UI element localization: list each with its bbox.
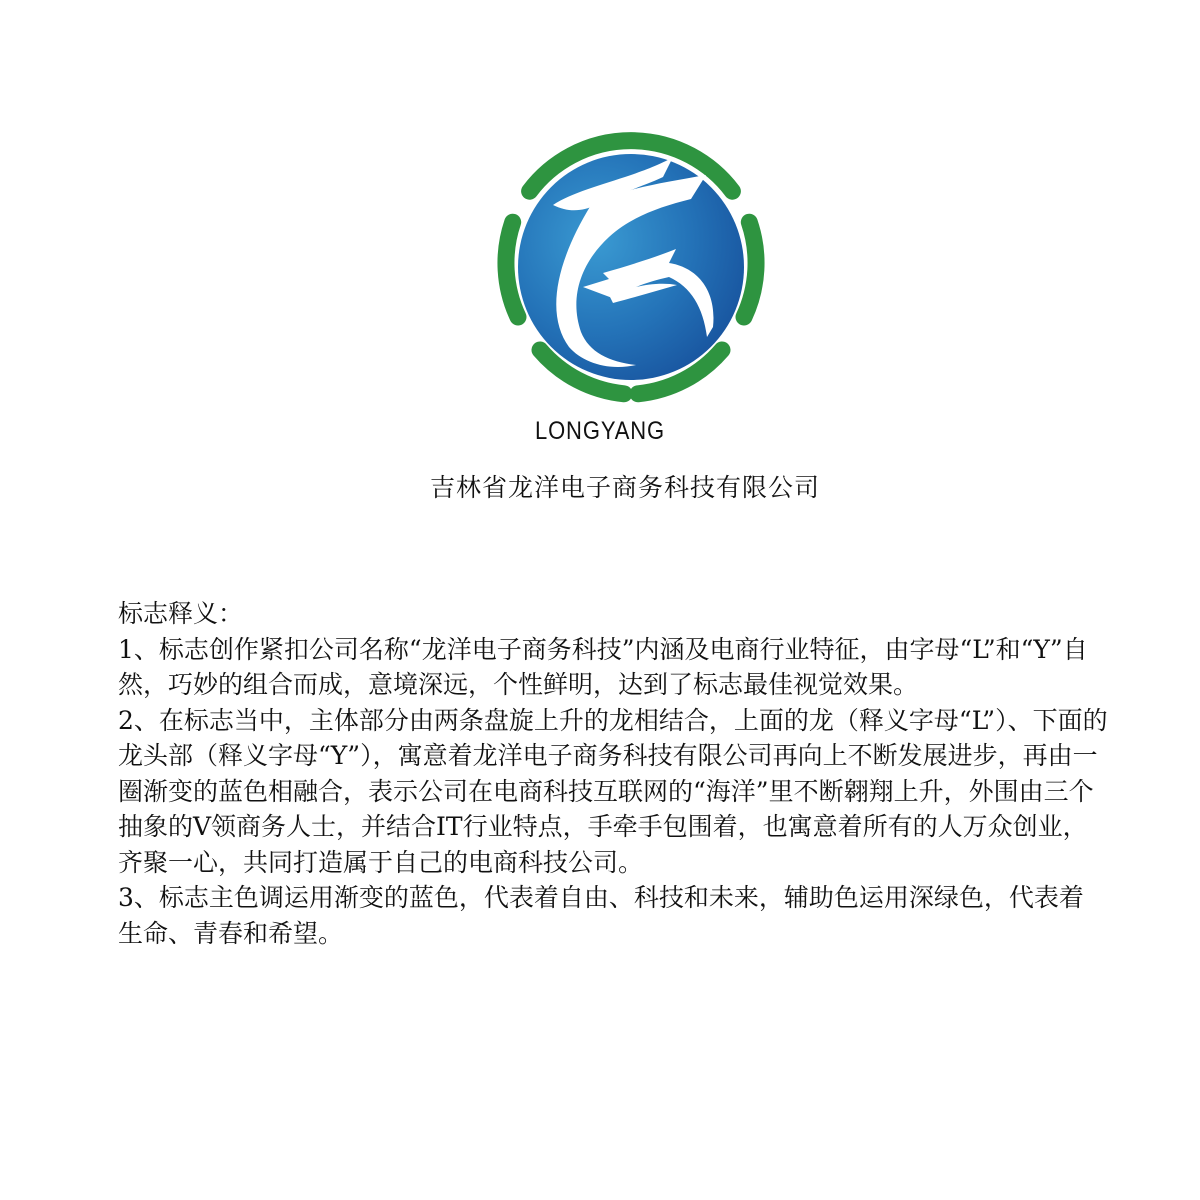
brand-name-english: LONGYANG xyxy=(534,417,666,445)
longyang-dragon-logo-icon xyxy=(491,127,771,407)
description-paragraph-3: 3、标志主色调运用渐变的蓝色，代表着自由、科技和未来，辅助色运用深绿色，代表着生命、青春和希望。 xyxy=(118,883,1084,948)
brand-name-chinese: 吉林省龙洋电子商务科技有限公司 xyxy=(429,473,820,502)
description-paragraph-1: 1、标志创作紧扣公司名称“龙洋电子商务科技”内涵及电商行业特征，由字母“L”和“Y”自然，巧妙的组合而成，意境深远，个性鲜明，达到了标志最佳视觉效果。 xyxy=(118,634,1088,699)
description-title: 标志释义： xyxy=(118,599,244,628)
company-logo xyxy=(491,127,771,407)
logo-description xyxy=(118,596,1108,951)
description-paragraph-2: 2、在标志当中，主体部分由两条盘旋上升的龙相结合，上面的龙（释义字母“L”）、下面的龙头部（释义字母“Y”），寓意着龙洋电子商务科技有限公司再向上不断发展进步，再由一圈渐变的蓝色相融合，表示公司在电商科技互联网的“海洋”里不断翱翔上升，外围由三个抽象的V领商务人士，并结合IT行业特点，手牵手包围着，也寓意着所有的人万众创业，齐聚一心，共同打造属于自己的电商科技公司。 xyxy=(118,705,1108,877)
